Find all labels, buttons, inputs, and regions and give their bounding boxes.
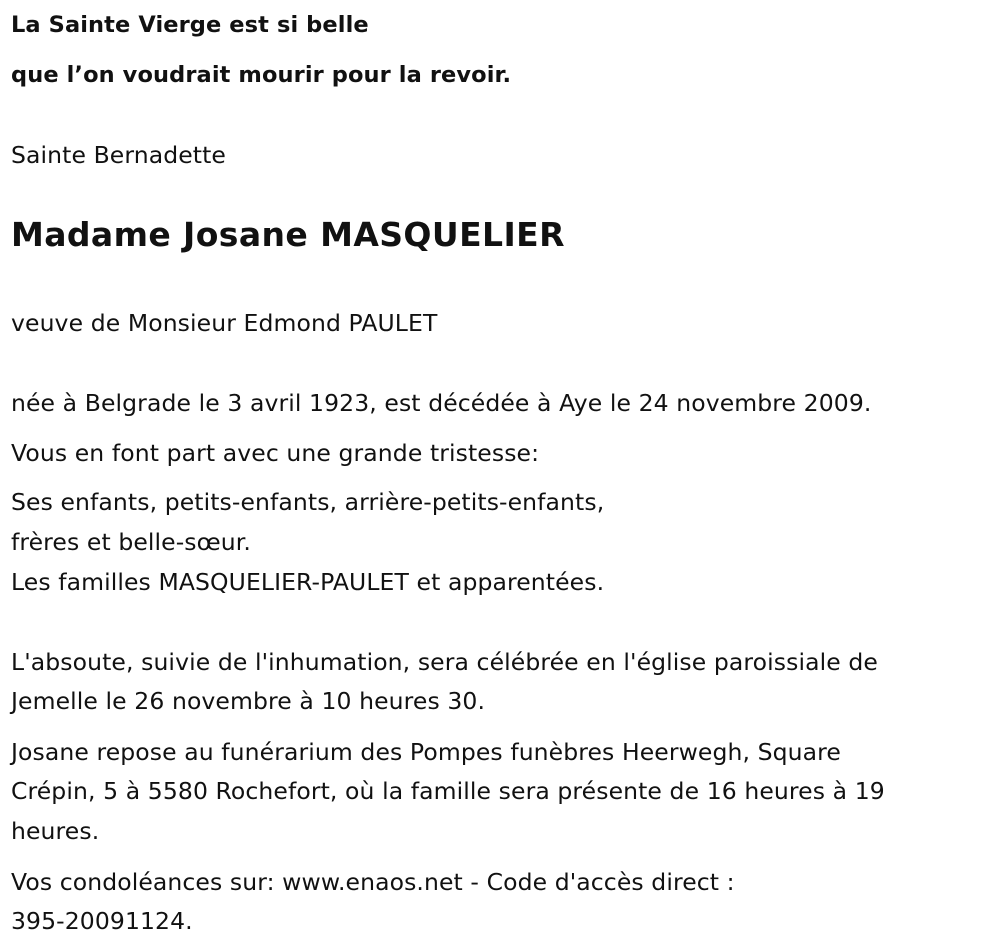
- ceremony-line-2: Jemelle le 26 novembre à 10 heures 30.: [11, 687, 486, 715]
- spouse-line: veuve de Monsieur Edmond PAULET: [11, 309, 438, 337]
- condolences-code: 395-20091124.: [11, 907, 193, 935]
- birth-death-line: née à Belgrade le 3 avril 1923, est décédée à Aye le 24 novembre 2009.: [11, 389, 872, 417]
- family-line-2: frères et belle-sœur.: [11, 528, 251, 556]
- family-line-3: Les familles MASQUELIER-PAULET et apparentées.: [11, 568, 605, 596]
- funeral-home-line-2: Crépin, 5 à 5580 Rochefort, où la famille sera présente de 16 heures à 19: [11, 777, 885, 805]
- quote-line-2: que l’on voudrait mourir pour la revoir.: [11, 62, 512, 88]
- funeral-home-line-1: Josane repose au funérarium des Pompes funèbres Heerwegh, Square: [11, 738, 841, 766]
- quote-line-1: La Sainte Vierge est si belle: [11, 12, 369, 38]
- ceremony-line-1: L'absoute, suivie de l'inhumation, sera célébrée en l'église paroissiale de: [11, 648, 878, 676]
- announcement-intro: Vous en font part avec une grande tristesse:: [11, 439, 540, 467]
- deceased-name: Madame Josane MASQUELIER: [11, 215, 565, 254]
- funeral-home-line-3: heures.: [11, 817, 100, 845]
- condolences-line-1: Vos condoléances sur: www.enaos.net - Code d'accès direct :: [11, 868, 735, 896]
- quote-author: Sainte Bernadette: [11, 141, 226, 169]
- family-line-1: Ses enfants, petits-enfants, arrière-petits-enfants,: [11, 488, 605, 516]
